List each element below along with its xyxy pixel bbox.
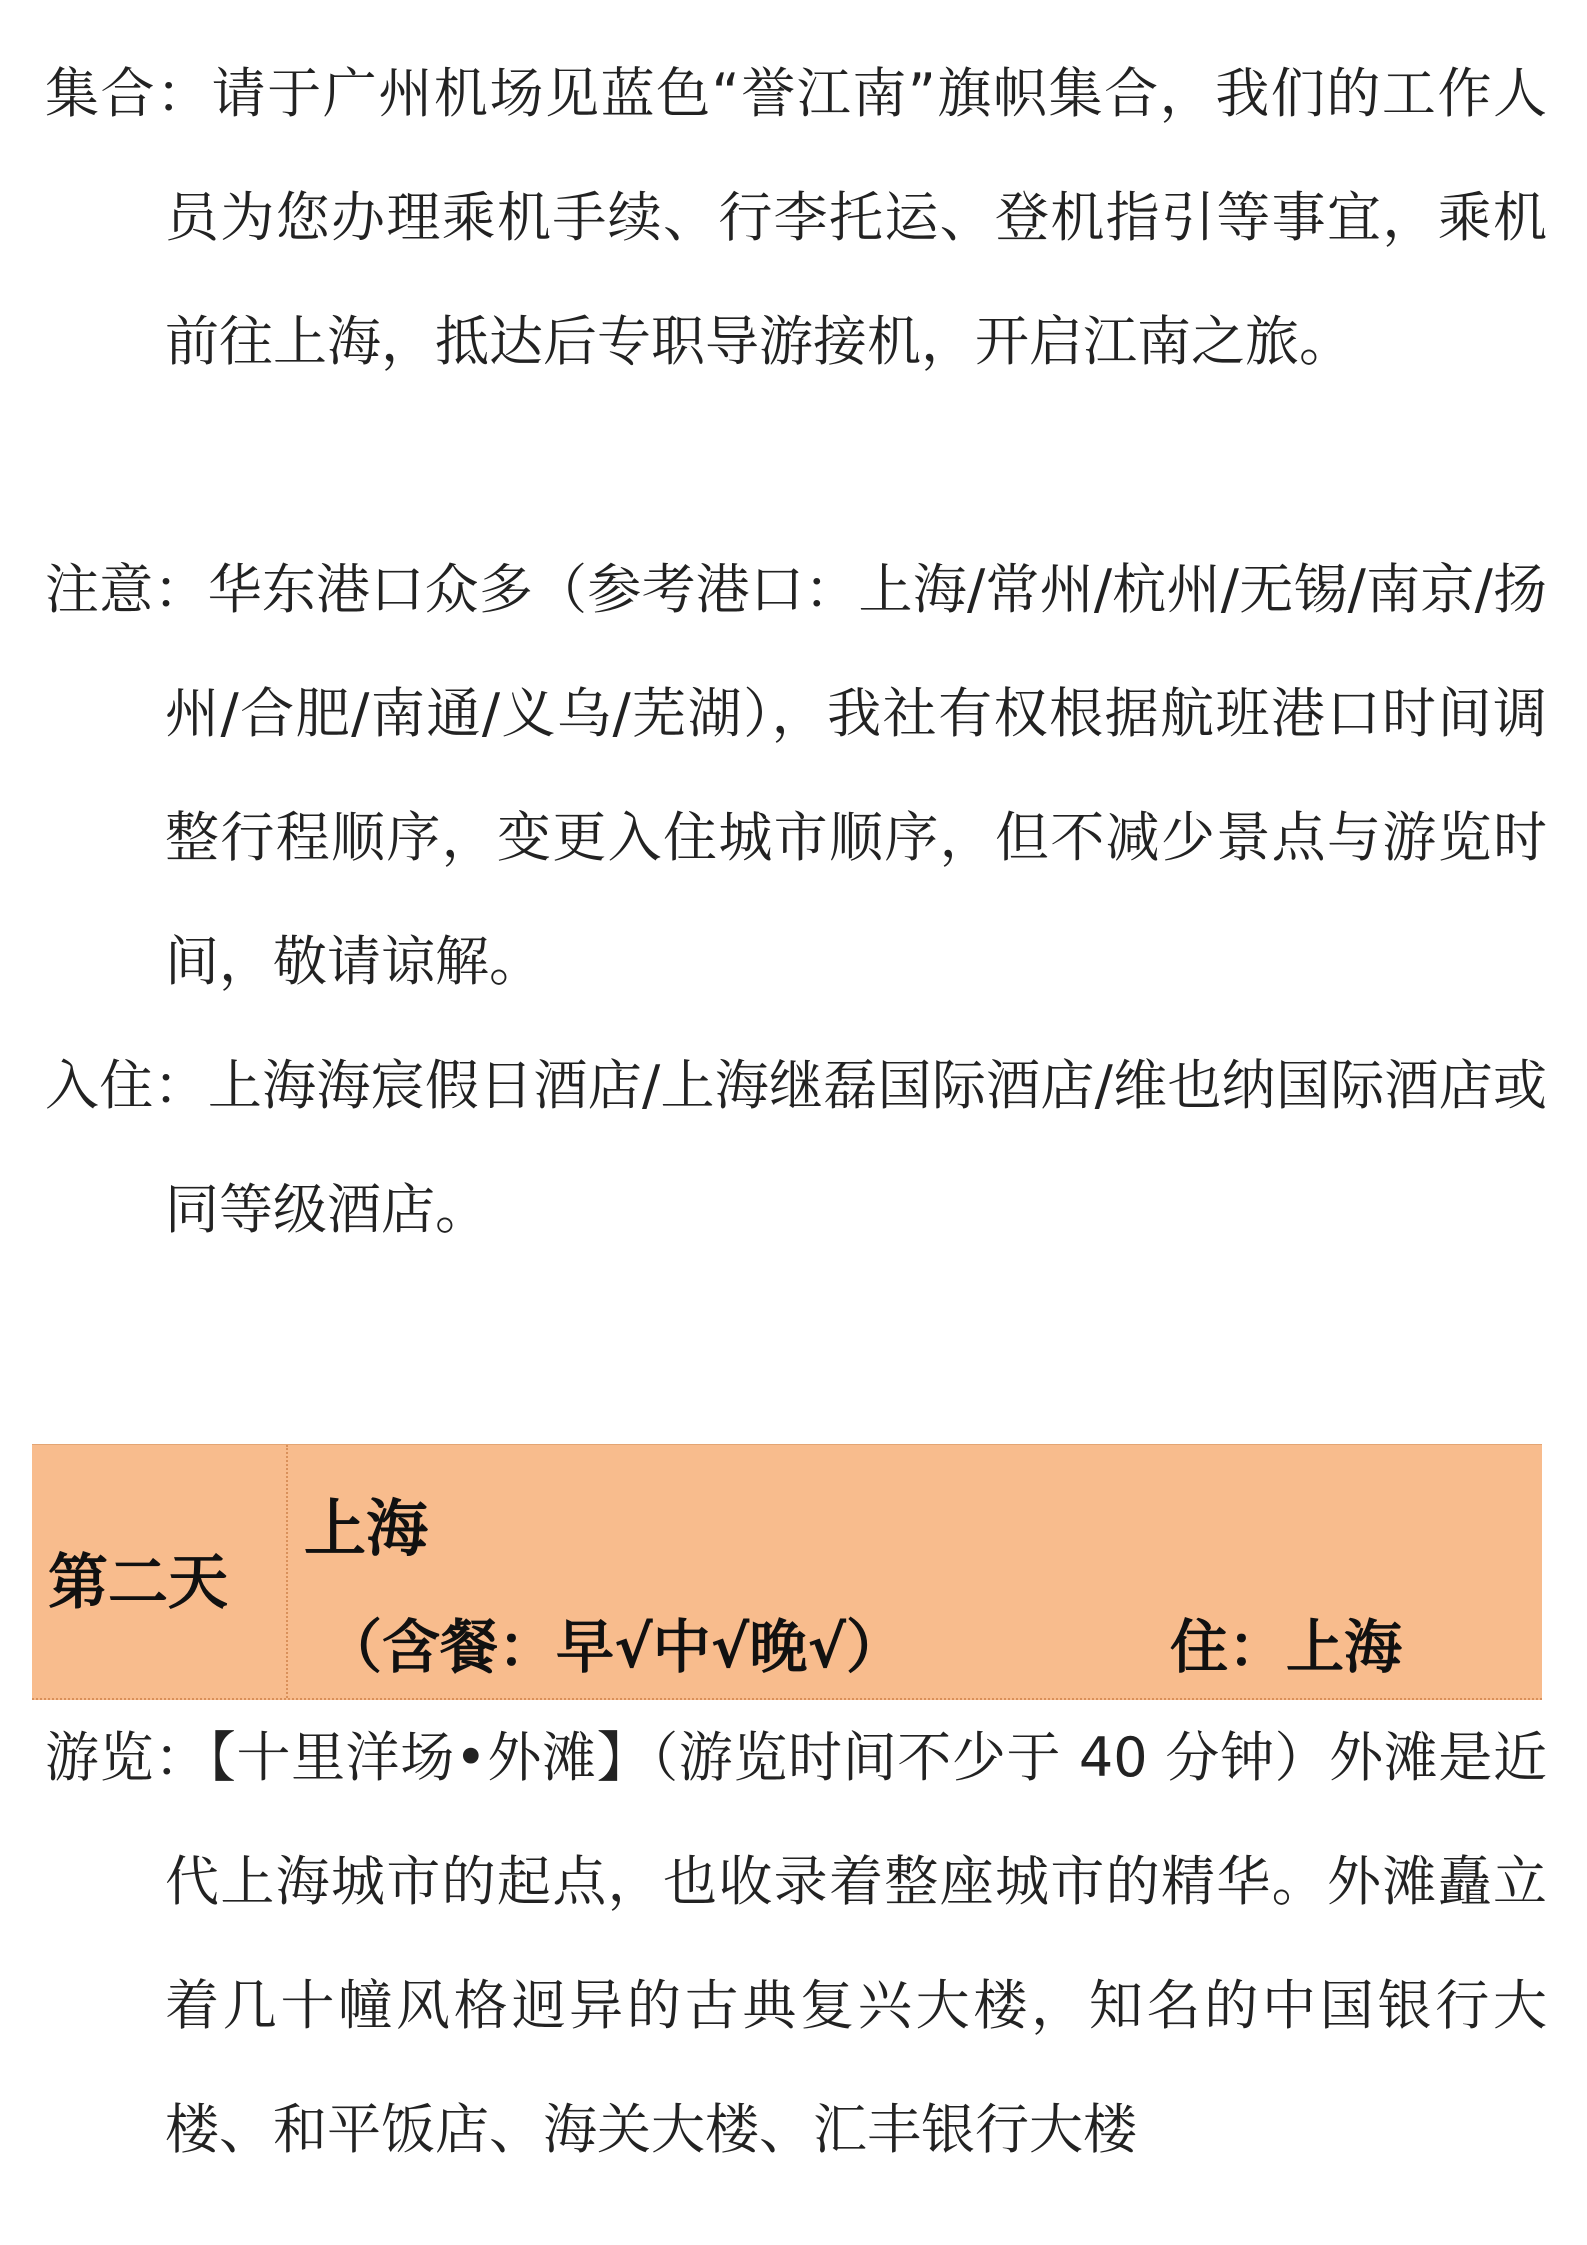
notice-label: 注意：: [45, 558, 208, 621]
notice-text: 华东港口众多（参考港口：上海/常州/杭州/无锡/南京/扬州/合肥/南通/义乌/芜湖），我社有权根据航班港口时间调整行程顺序，变更入住城市顺序，但不减少景点与游览时间，敬请谅解。: [165, 558, 1547, 993]
day-header-divider: [286, 1445, 288, 1698]
day-city-title: 上海: [304, 1492, 429, 1565]
stay-label: 入住：: [45, 1054, 208, 1117]
meals-info: （含餐：早√中√晚√）: [324, 1613, 905, 1681]
day-label: 第二天: [48, 1548, 228, 1618]
overnight-info: 住：上海: [1170, 1613, 1403, 1681]
tour-paragraph: [45, 1696, 1547, 2192]
tour-label: 游览：: [45, 1726, 209, 1789]
stay-text: 上海海宸假日酒店/上海继磊国际酒店/维也纳国际酒店或同等级酒店。: [165, 1054, 1548, 1241]
notice-paragraph: [45, 528, 1547, 1024]
stay-paragraph: [45, 1024, 1547, 1272]
day-header-band: [32, 1444, 1542, 1700]
gather-label: 集合：: [45, 62, 212, 125]
gather-paragraph: [45, 32, 1547, 404]
tour-text: 【十里洋场•外滩】（游览时间不少于 40 分钟）外滩是近代上海城市的起点，也收录着整座城市的精华。外滩矗立着几十幢风格迥异的古典复兴大楼，知名的中国银行大楼、和平饭店、海关大楼、汇丰银行大楼: [165, 1726, 1547, 2161]
gather-text: 请于广州机场见蓝色“誉江南”旗帜集合，我们的工作人员为您办理乘机手续、行李托运、登机指引等事宜，乘机前往上海，抵达后专职导游接机，开启江南之旅。: [165, 62, 1547, 373]
